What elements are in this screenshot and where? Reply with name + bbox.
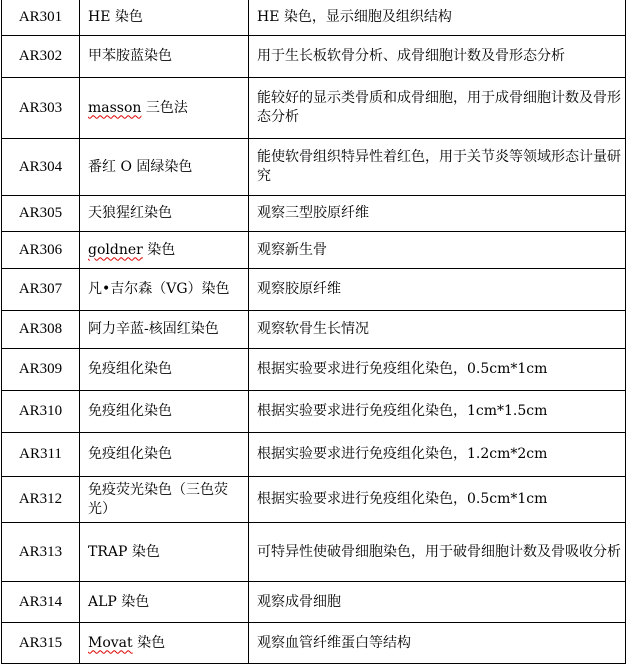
service-code: AR301 [2,0,80,36]
table-row [2,78,626,139]
service-description: 根据实验要求进行免疫组化染色，1.2cm*2cm [249,433,626,477]
service-code: AR314 [2,582,80,623]
service-description: 能使软骨组织特异性着红色，用于关节炎等领域形态计量研究 [249,139,626,196]
service-name-text: 染色 [110,9,143,25]
service-name [80,0,249,36]
service-name-text: 染色 [127,543,160,560]
service-code: AR306 [2,232,80,269]
service-description: 根据实验要求进行免疫组化染色，0.5cm*1cm [249,477,626,523]
service-description: 观察三型胶原纤维 [249,196,626,232]
table-row [2,391,626,433]
service-name-latin: Movat [88,634,133,651]
table-row [2,196,626,232]
service-name-text: 染色 [142,241,176,258]
service-code: AR304 [2,139,80,196]
service-description: 根据实验要求进行免疫组化染色，1cm*1.5cm [249,391,626,433]
service-name [80,196,249,232]
service-name-latin: ALP [88,593,117,610]
service-name-text: 免疫组化染色 [88,446,172,462]
service-name-text: 染色 [116,593,150,610]
service-name [80,349,249,391]
service-name [80,523,249,582]
service-name-text: 免疫荧光染色（三色荧光） [88,481,228,517]
service-name [80,232,249,269]
service-name-text: 免疫组化染色 [88,361,172,377]
service-name [80,78,249,139]
service-name-latin: TRAP [88,543,128,560]
service-code: AR315 [2,623,80,664]
table-row [2,0,626,36]
service-code: AR303 [2,78,80,139]
table-row [2,433,626,477]
service-description: 用于生长板软骨分析、成骨细胞计数及骨形态分析 [249,36,626,78]
service-code: AR308 [2,311,80,349]
table-row [2,269,626,311]
service-name-text: 阿力辛蓝-核固红染色 [88,321,219,337]
table-row [2,477,626,523]
table-row [2,623,626,664]
service-code: AR310 [2,391,80,433]
service-name-text: 免疫组化染色 [88,403,172,419]
service-name [80,477,249,523]
service-name [80,311,249,349]
table-row [2,36,626,78]
service-code: AR307 [2,269,80,311]
service-name-text: 天狼猩红染色 [88,205,172,221]
service-name-text: 甲苯胺蓝染色 [88,48,172,64]
service-name-latin: goldner [88,241,143,258]
service-description: 根据实验要求进行免疫组化染色，0.5cm*1cm [249,349,626,391]
service-description: HE 染色，显示细胞及组织结构 [249,0,626,36]
service-name-text: 染色 [132,634,166,651]
service-code: AR312 [2,477,80,523]
service-description: 可特异性使破骨细胞染色，用于破骨细胞计数及骨吸收分析 [249,523,626,582]
service-name-latin: HE [88,9,111,25]
service-description: 观察软骨生长情况 [249,311,626,349]
service-name [80,36,249,78]
table-row [2,349,626,391]
service-name-text: 凡•吉尔森（VG）染色 [88,281,230,297]
table-row [2,311,626,349]
service-description: 观察成骨细胞 [249,582,626,623]
service-code: AR302 [2,36,80,78]
service-name-latin: masson [88,99,142,116]
service-name [80,391,249,433]
table-row [2,232,626,269]
service-code: AR311 [2,433,80,477]
service-description: 能较好的显示类骨质和成骨细胞，用于成骨细胞计数及骨形态分析 [249,78,626,139]
service-code: AR313 [2,523,80,582]
service-name-text: 番红 O 固绿染色 [88,158,193,175]
service-description: 观察胶原纤维 [249,269,626,311]
table-row [2,523,626,582]
service-name [80,582,249,623]
staining-services-table [1,0,626,664]
service-name [80,269,249,311]
service-name [80,623,249,664]
table-row [2,139,626,196]
service-name [80,139,249,196]
service-name-text: 三色法 [141,99,188,116]
service-description: 观察新生骨 [249,232,626,269]
service-code: AR309 [2,349,80,391]
service-name [80,433,249,477]
table-row [2,582,626,623]
service-description: 观察血管纤维蛋白等结构 [249,623,626,664]
service-code: AR305 [2,196,80,232]
